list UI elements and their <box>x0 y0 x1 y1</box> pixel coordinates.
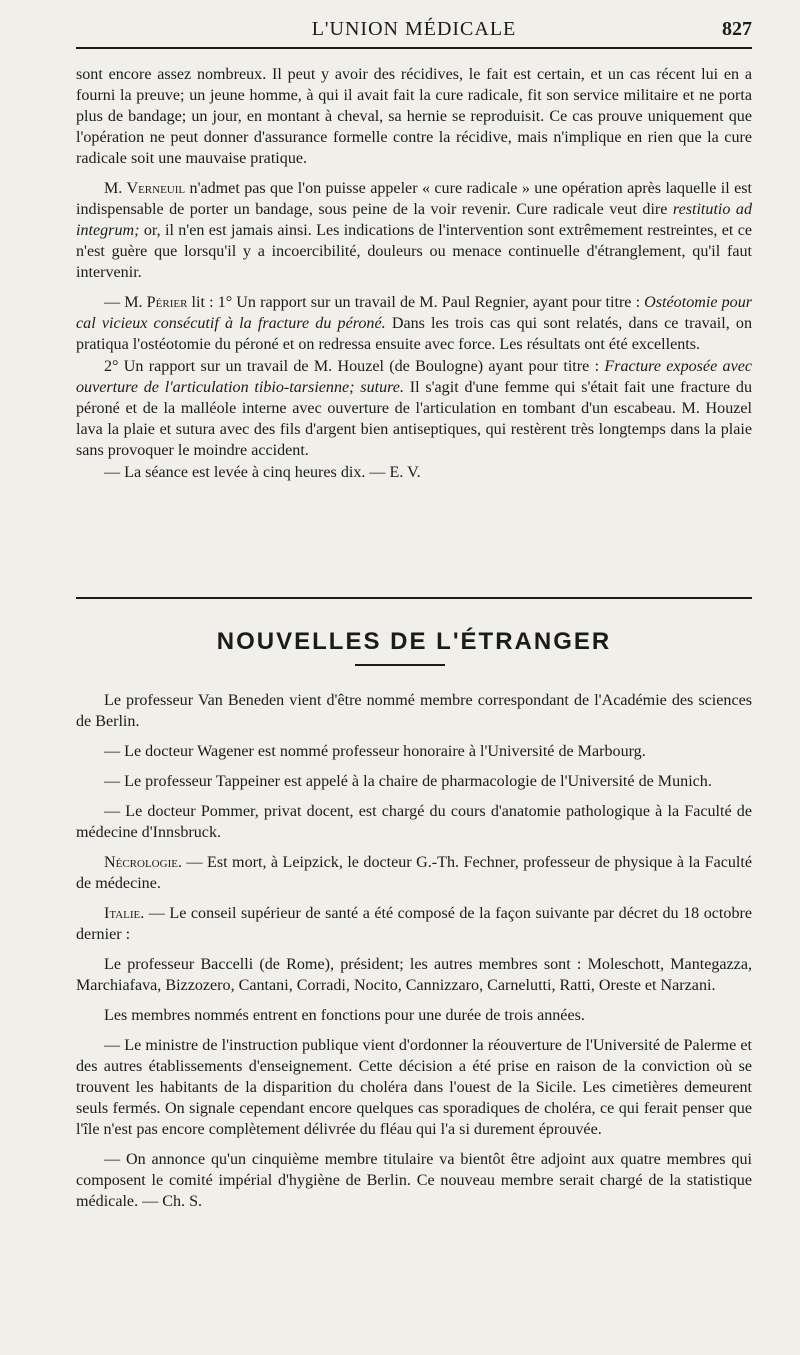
news-section <box>76 690 752 1212</box>
text-run: Il s'agit d'une femme qui s'était fait une fracture du péroné et de la malléole interne avec ouverture de l'articulation en tombant d'un escabeau. M. Houzel lava la plaie et sutura avec des fils d'argent bien antiseptiques, qui restèrent très longtemps dans la plaie sans provoquer le moindre accident. <box>76 379 752 459</box>
paragraph: sont encore assez nombreux. Il peut y avoir des récidives, le fait est certain, et un cas récent lui en a fourni la preuve; un jeune homme, à qui il avait fait la cure radicale, fit son service militaire et ne porta plus de bandage; un jour, en montant à cheval, sa hernie se reproduisit. Ce cas prouve uniquement que l'opération ne peut donner d'assurance formelle contre la récidive, mais n'implique en rien que la cure radicale soit une mauvaise pratique. <box>76 66 752 167</box>
news-item <box>76 852 752 894</box>
text-run: — Le conseil supérieur de santé a été composé de la façon suivante par décret du 18 octobre dernier : <box>76 905 752 943</box>
news-item <box>76 903 752 945</box>
text-run: or, il n'en est jamais ainsi. Les indications de l'intervention sont extrêmement restreintes, et ce n'est guère que lorsqu'il y a incoercibilité, douleurs ou menace continuelle d'étranglement, qu'il faut intervenir. <box>76 222 752 281</box>
section-title: NOUVELLES DE L'ÉTRANGER <box>216 628 612 655</box>
text-run: — Est mort, à Leipzick, le docteur G.-Th. Fechner, professeur de physique à la Faculté de médecine. <box>76 854 752 892</box>
italic-run: restitutio ad integrum; <box>76 201 752 239</box>
title-underline <box>355 664 445 666</box>
news-item: — On annonce qu'un cinquième membre titulaire va bientôt être adjoint aux quatre membres qui composent le comité impérial d'hygiène de Berlin. Ce nouveau membre serait chargé de la statistique médicale. — Ch. S. <box>76 1151 752 1210</box>
text-run: lit : 1° Un rapport sur un travail de M. Paul Regnier, ayant pour titre : <box>187 294 645 311</box>
header-rule <box>76 47 752 49</box>
news-item: — Le docteur Wagener est nommé professeur honoraire à l'Université de Marbourg. <box>104 743 646 760</box>
speaker-name: M. Verneuil <box>104 180 186 197</box>
item-label: Nécrologie. <box>104 854 182 871</box>
italic-run: Fracture exposée avec ouverture de l'articulation tibio-tarsienne; suture. <box>76 358 752 396</box>
news-item: — Le professeur Tappeiner est appelé à la chaire de pharmacologie de l'Université de Munich. <box>104 773 712 790</box>
text-run: Dans les trois cas qui sont relatés, dans ce travail, on pratiqua l'ostéotomie du péroné et on redressa ensuite avec force. Les résultats ont été excellents. <box>76 315 752 353</box>
page-header <box>76 16 752 46</box>
news-item: Les membres nommés entrent en fonctions pour une durée de trois années. <box>104 1007 585 1024</box>
news-item: Le professeur Van Beneden vient d'être nommé membre correspondant de l'Académie des sciences de Berlin. <box>76 692 752 730</box>
news-item: — Le ministre de l'instruction publique vient d'ordonner la réouverture de l'Université de Palerme et des autres établissements d'enseignement. Cette décision a été prise en raison de la conviction où se trouvent les habitants de la disparition du choléra dans l'ouest de la Sicile. Les cimetières demeurent seuls fermés. On signale cependant encore quelques cas sporadiques de choléra, ce qui ferait penser que l'île n'est pas encore complètement délivrée du fléau qui l'a si durement éprouvée. <box>76 1037 752 1138</box>
paragraph <box>76 356 752 461</box>
paragraph <box>76 292 752 355</box>
running-title: L'UNION MÉDICALE <box>311 18 517 40</box>
section-rule <box>76 597 752 599</box>
paragraph <box>76 178 752 283</box>
text-run: n'admet pas que l'on puisse appeler « cure radicale » une opération après laquelle il est indispensable de porter un bandage, sous peine de la voir revenir. Cure radicale veut dire <box>76 180 753 218</box>
item-label: Italie. <box>104 905 145 922</box>
paragraph: — La séance est levée à cinq heures dix. — E. V. <box>104 464 421 481</box>
italic-run: Ostéotomie pour cal vicieux consécutif à la fracture du péroné. <box>76 294 753 332</box>
news-item: Le professeur Baccelli (de Rome), président; les autres membres sont : Moleschott, Mantegazza, Marchiafava, Bizzozero, Cantani, Corradi, Nocito, Cannizzaro, Carnelutti, Ratti, Oreste et Narzani. <box>76 956 752 994</box>
top-section <box>76 64 752 483</box>
page-number: 827 <box>722 18 752 40</box>
news-item: — Le docteur Pommer, privat docent, est chargé du cours d'anatomie pathologique à la Faculté de médecine d'Innsbruck. <box>76 803 752 841</box>
text-run: 2° Un rapport sur un travail de M. Houzel (de Boulogne) ayant pour titre : <box>104 358 605 375</box>
speaker-name: — M. Périer <box>104 294 188 311</box>
